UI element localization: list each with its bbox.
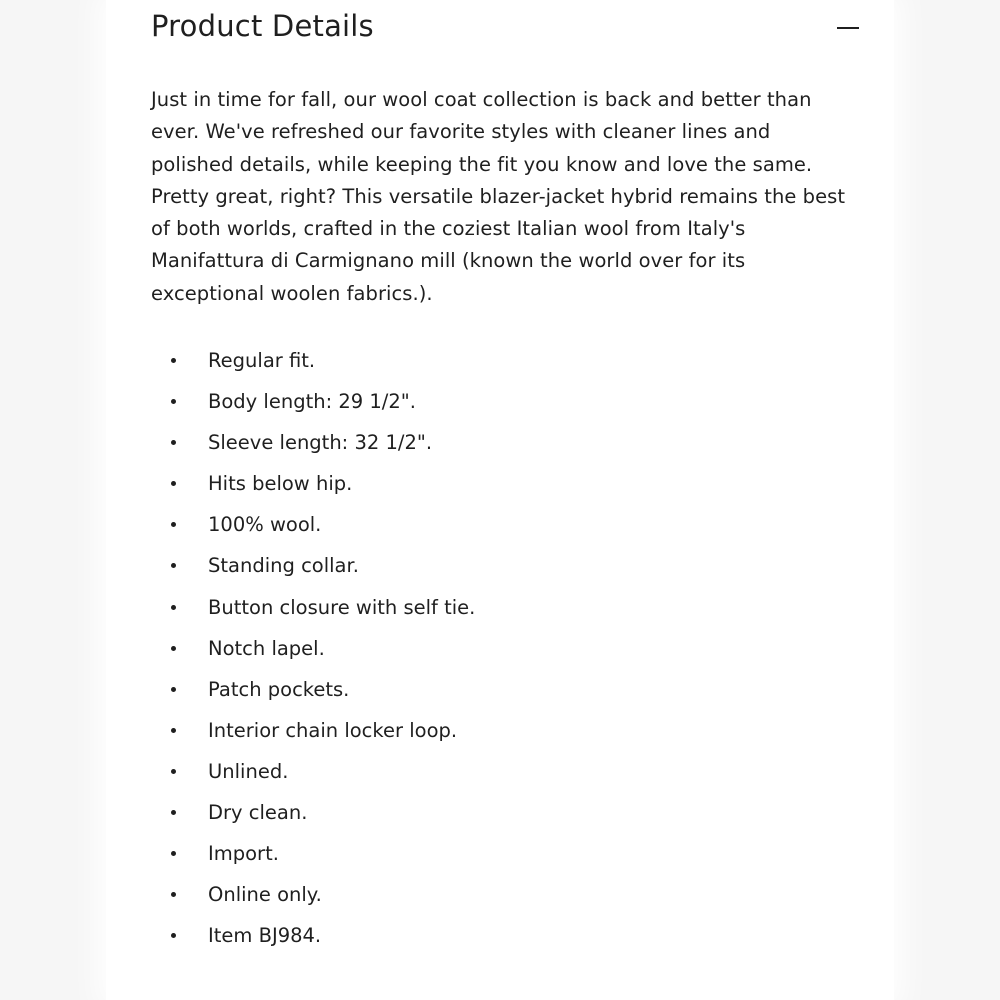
feature-list [151,340,851,956]
feature-item [151,381,851,422]
feature-item [151,915,851,956]
feature-item [151,669,851,710]
feature-text: Interior chain locker loop. [208,718,458,742]
bullet-icon [171,728,176,733]
feature-item [151,587,851,628]
bullet-icon [171,646,176,651]
feature-item [151,710,851,751]
feature-text: Sleeve length: 32 1/2". [208,431,433,455]
section-title: Product Details [151,9,374,43]
product-details-header[interactable] [151,6,861,50]
bullet-icon [171,440,176,445]
feature-text: Import. [208,842,279,866]
bullet-icon [171,358,176,363]
minus-icon [837,27,859,29]
feature-text: 100% wool. [208,513,322,537]
bullet-icon [171,769,176,774]
feature-item [151,874,851,915]
feature-text: Notch lapel. [208,636,325,660]
bullet-icon [171,892,176,897]
feature-item [151,340,851,381]
collapse-button[interactable] [835,14,861,40]
bullet-icon [171,687,176,692]
bullet-icon [171,563,176,568]
feature-item [151,792,851,833]
feature-text: Patch pockets. [208,677,350,701]
product-description: Just in time for fall, our wool coat collection is back and better than ever. We've refreshed our favorite styles with cleaner lines and polished details, while keeping the fit you know and love the same. Pretty great, right? This versatile blazer-jacket hybrid remains the best of both worlds, crafted in the coziest Italian wool from Italy's Manifattura di Carmignano mill (known the world over for its exceptional woolen fabrics.). [151,88,846,305]
feature-text: Online only. [208,883,322,907]
feature-text: Button closure with self tie. [208,595,476,619]
feature-text: Item BJ984. [208,924,322,948]
feature-item [151,751,851,792]
feature-text: Unlined. [208,759,289,783]
bullet-icon [171,481,176,486]
bullet-icon [171,605,176,610]
feature-item [151,463,851,504]
feature-item [151,504,851,545]
feature-text: Dry clean. [208,801,308,825]
feature-text: Standing collar. [208,554,359,578]
feature-text: Hits below hip. [208,472,353,496]
bullet-icon [171,933,176,938]
feature-text: Body length: 29 1/2". [208,390,416,414]
bullet-icon [171,522,176,527]
bullet-icon [171,851,176,856]
bullet-icon [171,810,176,815]
feature-item [151,628,851,669]
feature-item [151,833,851,874]
feature-item [151,545,851,586]
bullet-icon [171,399,176,404]
feature-item [151,422,851,463]
feature-text: Regular fit. [208,349,316,372]
